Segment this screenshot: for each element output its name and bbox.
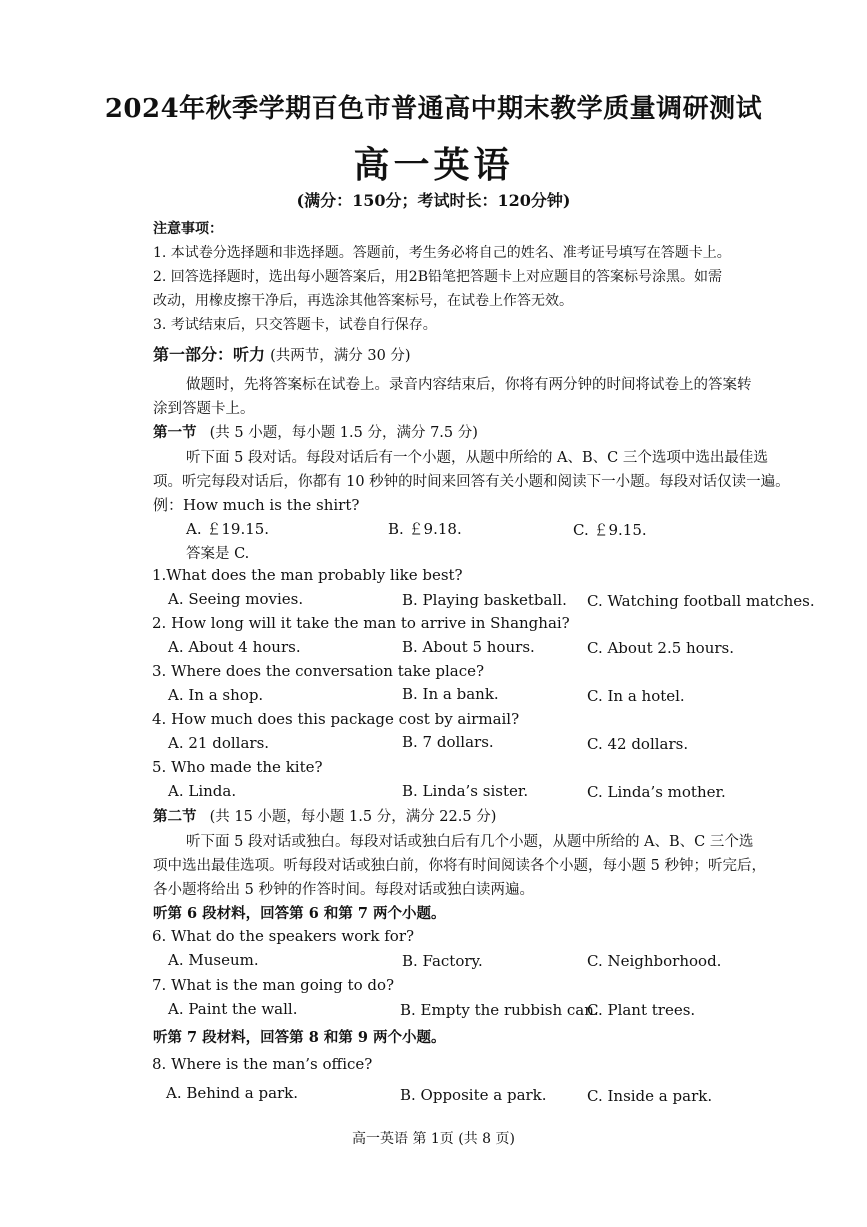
q5-option-b: B. Linda’s sister. [402,782,529,800]
section2-note: (共 15 小题，每小题 1.5 分，满分 22.5 分) [209,809,497,825]
section1-title: 第一节 [153,424,197,441]
material-7-heading: 听第 7 段材料，回答第 8 和第 9 两个小题。 [153,1029,446,1046]
notice-item-3: 3. 考试结束后，只交答题卡，试卷自行保存。 [153,317,437,333]
subject-title: 高一英语 [353,144,514,186]
example-option-b: B. ￡9.18. [388,520,462,538]
part1-title: 第一部分：听力 [153,345,266,364]
q3-option-b: B. In a bank. [402,685,499,703]
example-answer: 答案是 C. [186,546,250,562]
q6-option-a: A. Museum. [168,951,259,969]
q4-option-c: C. 42 dollars. [587,735,689,753]
section1-note: (共 5 小题，每小题 1.5 分，满分 7.5 分) [209,425,478,441]
section2-title: 第二节 [153,808,197,825]
page-footer: 高一英语 第 1页 (共 8 页) [352,1131,515,1147]
question-7: 7. What is the man going to do? [152,976,395,994]
example-option-c: C. ￡9.15. [573,521,647,539]
q3-option-c: C. In a hotel. [587,687,685,705]
q8-option-b: B. Opposite a park. [400,1086,547,1104]
notice-heading: 注意事项： [153,221,223,237]
material-6-heading: 听第 6 段材料，回答第 6 和第 7 两个小题。 [153,905,446,922]
question-8: 8. Where is the man’s office? [152,1055,373,1073]
q4-option-b: B. 7 dollars. [402,733,494,751]
q6-option-c: C. Neighborhood. [587,952,722,970]
q6-option-b: B. Factory. [402,952,483,970]
q2-option-a: A. About 4 hours. [168,638,301,656]
q7-option-a: A. Paint the wall. [168,1000,298,1018]
question-3: 3. Where does the conversation take place? [152,662,485,680]
question-1: 1.What does the man probably like best? [152,566,463,584]
question-2: 2. How long will it take the man to arrive in Shanghai? [152,614,570,632]
score-info: (满分：150分；考试时长：120分钟) [296,191,571,210]
notice-item-2-cont: 改动，用橡皮擦干净后，再选涂其他答案标号，在试卷上作答无效。 [153,293,573,309]
q2-option-b: B. About 5 hours. [402,638,535,656]
q8-option-c: C. Inside a park. [587,1087,713,1105]
q1-option-b: B. Playing basketball. [402,591,567,609]
q1-option-c: C. Watching football matches. [587,592,815,610]
notice-item-2: 2. 回答选择题时，选出每小题答案后，用2B铅笔把答题卡上对应题目的答案标号涂黑。如需 [153,269,723,285]
q3-option-a: A. In a shop. [168,686,264,704]
q8-option-a: A. Behind a park. [166,1084,299,1102]
question-4: 4. How much does this package cost by airmail? [152,710,520,728]
section1-instruction-1: 听下面 5 段对话。每段对话后有一个小题，从题中所给的 A、B、C 三个选项中选出最佳选 [186,450,768,466]
part1-heading [153,342,411,365]
section1-heading [153,421,478,442]
q5-option-a: A. Linda. [168,782,237,800]
part1-instruction-2: 涂到答题卡上。 [153,401,255,417]
q1-option-a: A. Seeing movies. [168,590,304,608]
exam-title: 2024年秋季学期百色市普通高中期末教学质量调研测试 [104,94,763,124]
q2-option-c: C. About 2.5 hours. [587,639,735,657]
q7-option-b: B. Empty the rubbish can. [400,1001,599,1019]
q5-option-c: C. Linda’s mother. [587,783,726,801]
question-6: 6. What do the speakers work for? [152,927,415,945]
part1-note: (共两节，满分 30 分) [270,348,411,364]
section2-instruction-2: 项中选出最佳选项。听每段对话或独白前，你将有时间阅读各个小题，每小题 5 秒钟；听完后， [153,858,766,874]
section2-instruction-1: 听下面 5 段对话或独白。每段对话或独白后有几个小题，从题中所给的 A、B、C 三个选 [186,834,754,850]
section1-instruction-2: 项。听完每段对话后，你都有 10 秒钟的时间来回答有关小题和阅读下一小题。每段对话仅读一遍。 [153,474,790,490]
part1-instruction-1: 做题时，先将答案标在试卷上。录音内容结束后，你将有两分钟的时间将试卷上的答案转 [186,377,752,393]
section2-instruction-3: 各小题将给出 5 秒钟的作答时间。每段对话或独白读两遍。 [153,882,534,898]
q7-option-c: C. Plant trees. [587,1001,696,1019]
q4-option-a: A. 21 dollars. [168,734,270,752]
notice-item-1: 1. 本试卷分选择题和非选择题。答题前，考生务必将自己的姓名、准考证号填写在答题卡上。 [153,245,731,261]
example-question: 例：How much is the shirt? [153,496,360,514]
example-option-a: A. ￡19.15. [186,520,270,538]
question-5: 5. Who made the kite? [152,758,323,776]
section2-heading [153,805,496,826]
